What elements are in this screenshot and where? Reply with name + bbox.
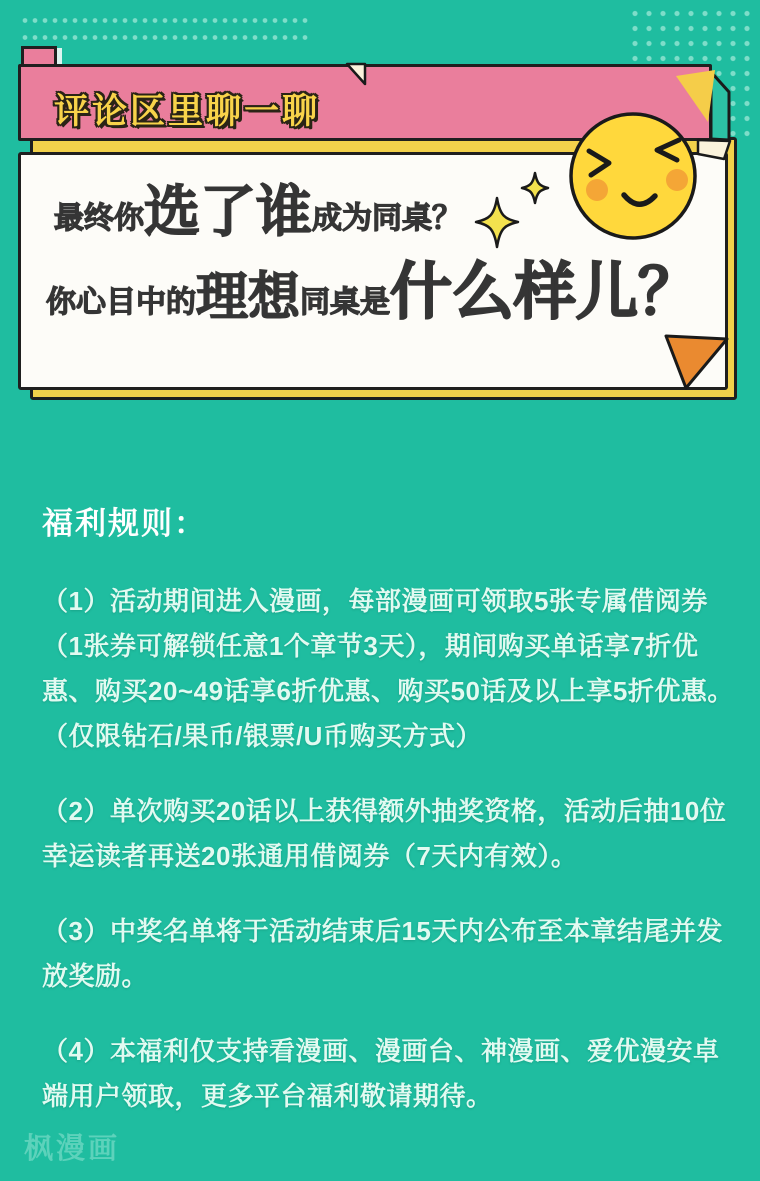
headline-seg: 你心目中的	[46, 286, 196, 319]
watermark: 枫漫画	[24, 1133, 121, 1165]
headline-seg-emphasis: 理想	[196, 269, 301, 327]
rules-section	[42, 498, 742, 1149]
rule-item-3: （3）中奖名单将于活动结束后15天内公布至本章结尾并发放奖励。	[42, 916, 723, 991]
banner-3d-edge	[711, 72, 729, 140]
headline-seg-emphasis: 选了谁	[144, 180, 312, 243]
headline-line-2	[46, 258, 701, 327]
rule-item-1: （1）活动期间进入漫画，每部漫画可领取5张专属借阅券（1张券可解锁任意1个章节3天），期间购买单话享7折优惠、购买20~49话享6折优惠、购买50话及以上享5折优惠。（仅限钻石/果币/银票/U币购买方式）	[42, 586, 734, 751]
rules-heading: 福利规则：	[42, 506, 207, 541]
dot-pattern-top	[20, 12, 312, 46]
rule-item-4: （4）本福利仅支持看漫画、漫画台、神漫画、爱优漫安卓端用户领取，更多平台福利敬请期待。	[42, 1036, 720, 1111]
headline-line-1	[54, 180, 462, 243]
headline-seg: 最终你	[54, 202, 144, 235]
rule-item-2: （2）单次购买20话以上获得额外抽奖资格，活动后抽10位幸运读者再送20张通用借阅券（7天内有效）。	[42, 796, 727, 871]
headline-seg-emphasis: 什么样儿？	[390, 258, 701, 327]
headline-seg: 同桌是	[300, 286, 391, 319]
headline-seg: 成为同桌？	[312, 202, 462, 235]
banner-title: 评论区里聊一聊	[54, 92, 321, 131]
